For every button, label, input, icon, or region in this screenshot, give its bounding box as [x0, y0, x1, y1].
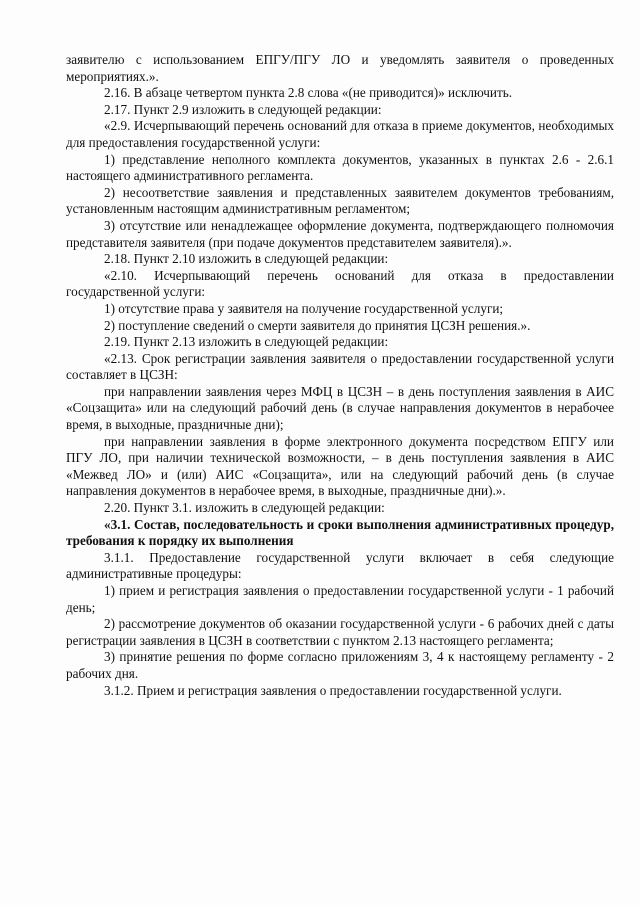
- paragraph: заявителю с использованием ЕПГУ/ПГУ ЛО и уведомлять заявителя о проведенных мероприятиях.».: [66, 52, 614, 84]
- paragraph: 2) поступление сведений о смерти заявителя до принятия ЦСЗН решения.».: [104, 317, 531, 333]
- paragraph: 1) прием и регистрация заявления о предоставлении государственной услуги - 1 рабочий день;: [66, 583, 614, 615]
- paragraph: при направлении заявления через МФЦ в ЦСЗН – в день поступления заявления в АИС «Соцзащита» или на следующий рабочий день (в случае направления документов в нерабочее время, в выходные, праздничные дни);: [66, 383, 614, 433]
- paragraph: при направлении заявления в форме электронного документа посредством ЕПГУ или ПГУ ЛО, при наличии технической возможности, – в день поступления заявления в АИС «Межвед ЛО» и (или) АИС «Соцзащита», или на следующий рабочий день (в случае направления документов в нерабочее время, в выходные, праздничные дни).».: [66, 433, 614, 499]
- paragraph: 2.18. Пункт 2.10 изложить в следующей редакции:: [104, 251, 389, 267]
- paragraph: 3) отсутствие или ненадлежащее оформление документа, подтверждающего полномочия представителя заявителя (при подаче документов представителем заявителя).».: [66, 217, 614, 250]
- document-body: [66, 52, 614, 699]
- paragraph: «2.9. Исчерпывающий перечень оснований для отказа в приеме документов, необходимых для предоставления государственной услуги:: [66, 118, 614, 150]
- paragraph: 3) принятие решения по форме согласно приложениям 3, 4 к настоящему регламенту - 2 рабочих дня.: [66, 649, 614, 681]
- paragraph: «2.10. Исчерпывающий перечень оснований для отказа в предоставлении государственной услуги:: [66, 267, 614, 300]
- paragraph: 2) рассмотрение документов об оказании государственной услуги - 6 рабочих дней с даты регистрации заявления в ЦСЗН в соответствии с пунктом 2.13 настоящего регламента;: [66, 616, 614, 648]
- paragraph: 2) несоответствие заявления и представленных заявителем документов требованиям, установленным настоящим административным регламентом;: [66, 184, 614, 217]
- paragraph: 2.16. В абзаце четвертом пункта 2.8 слова «(не приводится)» исключить.: [104, 85, 513, 101]
- paragraph: 3.1.2. Прием и регистрация заявления о предоставлении государственной услуги.: [104, 682, 562, 698]
- paragraph: 2.19. Пункт 2.13 изложить в следующей редакции:: [104, 334, 389, 350]
- paragraph: 1) представление неполного комплекта документов, указанных в пунктах 2.6 - 2.6.1 настоящего административного регламента.: [66, 151, 614, 184]
- paragraph: 1) отсутствие права у заявителя на получение государственной услуги;: [104, 300, 504, 316]
- paragraph: 3.1.1. Предоставление государственной услуги включает в себя следующие административные процедуры:: [66, 549, 614, 582]
- paragraph: 2.17. Пункт 2.9 изложить в следующей редакции:: [104, 101, 382, 117]
- section-heading: «3.1. Состав, последовательность и сроки выполнения административных процедур, требования к порядку их выполнения: [66, 516, 614, 549]
- paragraph: «2.13. Срок регистрации заявления заявителя о предоставлении государственной услуги составляет в ЦСЗН:: [66, 350, 614, 383]
- paragraph: 2.20. Пункт 3.1. изложить в следующей редакции:: [104, 500, 385, 516]
